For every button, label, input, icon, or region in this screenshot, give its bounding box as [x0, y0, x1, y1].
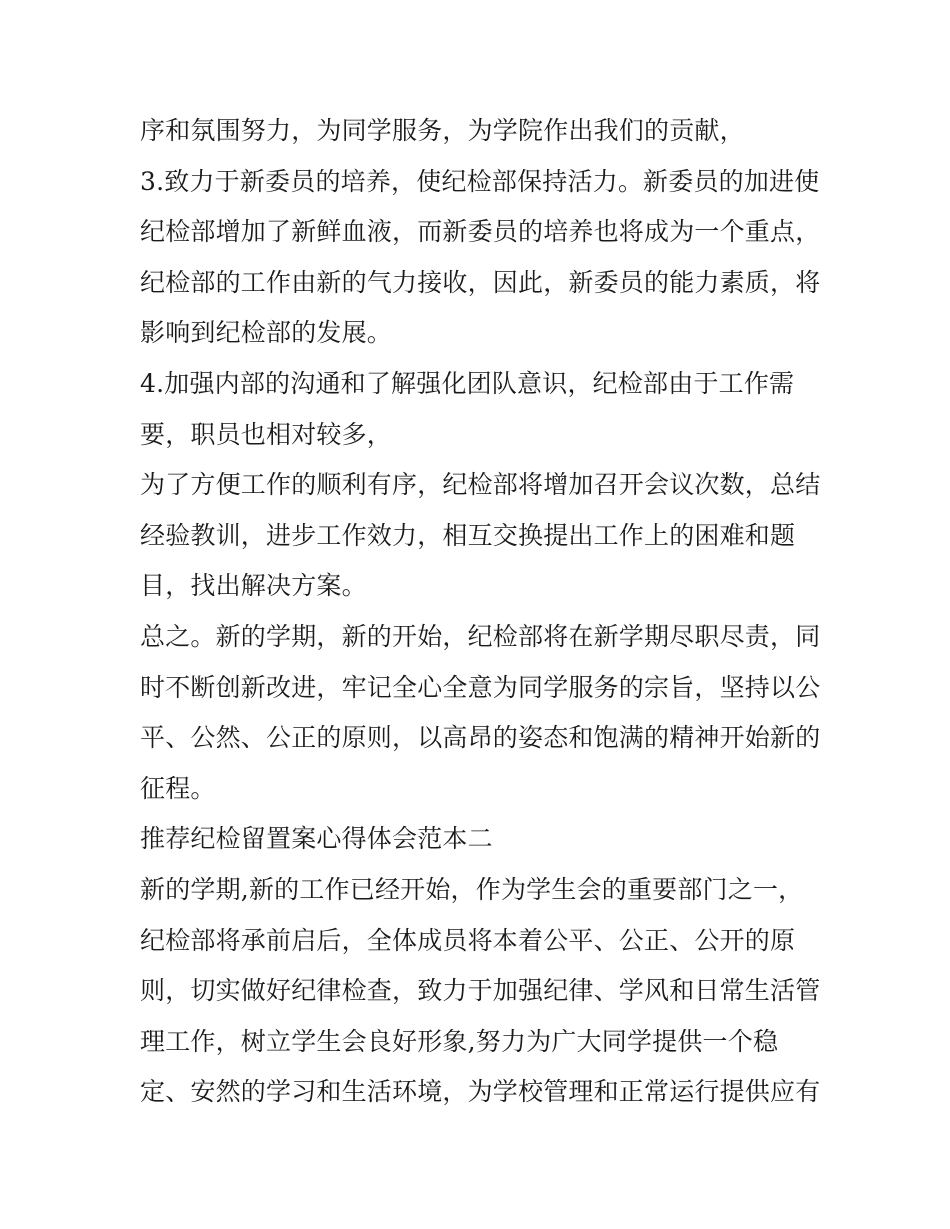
text-line: 则，切实做好纪律检查，致力于加强纪律、学风和日常生活管	[140, 976, 821, 1006]
section-heading: 推荐纪检留置案心得体会范本二	[140, 824, 493, 854]
text-line: 为了方便工作的顺利有序，纪检部将增加召开会议次数，总结	[140, 470, 821, 500]
document-body	[140, 106, 820, 1118]
text-line: 总之。新的学期，新的开始，纪检部将在新学期尽职尽责，同	[140, 621, 821, 651]
text-line: 纪检部的工作由新的气力接收，因此，新委员的能力素质，将	[140, 267, 821, 297]
text-line: 要，职员也相对较多，	[140, 419, 393, 449]
text-line: 纪检部将承前启后，全体成员将本着公平、公正、公开的原	[140, 925, 796, 955]
text-line: 理工作，树立学生会良好形象,努力为广大同学提供一个稳	[140, 1026, 779, 1056]
text-line: 征程。	[140, 773, 216, 803]
text-line: 定、安然的学习和生活环境，为学校管理和正常运行提供应有	[140, 1077, 821, 1107]
text-line: 4.加强内部的沟通和了解强化团队意识，纪检部由于工作需	[140, 368, 795, 398]
text-line: 纪检部增加了新鲜血液，而新委员的培养也将成为一个重点，	[140, 217, 821, 247]
text-line: 3.致力于新委员的培养，使纪检部保持活力。新委员的加进使	[140, 166, 820, 196]
text-line: 影响到纪检部的发展。	[140, 318, 393, 348]
text-line: 平、公然、公正的原则，以高昂的姿态和饱满的精神开始新的	[140, 723, 821, 753]
text-line: 新的学期,新的工作已经开始，作为学生会的重要部门之一，	[140, 874, 804, 904]
text-line: 目，找出解决方案。	[140, 571, 367, 601]
text-line: 经验教训，进步工作效力，相互交换提出工作上的困难和题	[140, 520, 796, 550]
text-line: 序和氛围努力，为同学服务，为学院作出我们的贡献，	[140, 116, 745, 145]
text-line: 时不断创新改进，牢记全心全意为同学服务的宗旨，坚持以公	[140, 672, 821, 702]
